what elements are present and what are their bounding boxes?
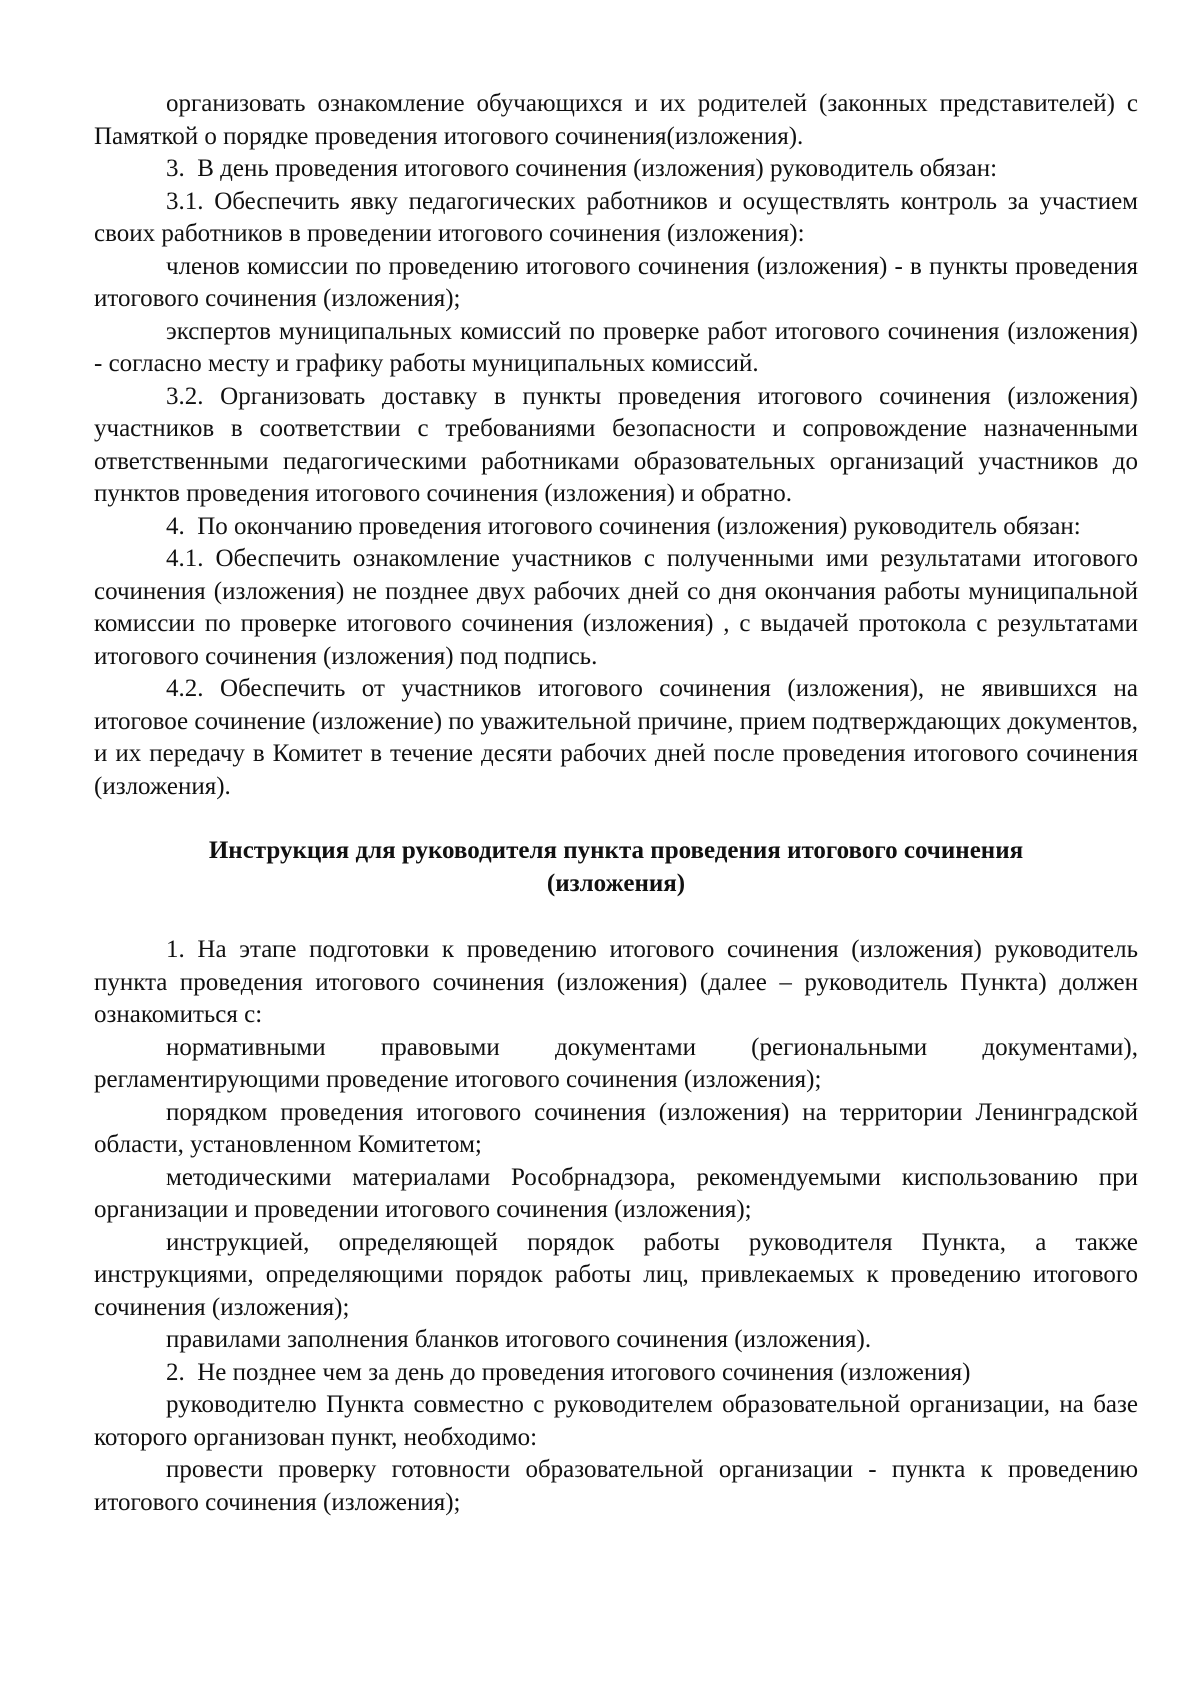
spacer	[94, 900, 1138, 934]
paragraph: членов комиссии по проведению итогового сочинения (изложения) - в пункты проведения итогового сочинения (изложения);	[94, 252, 1138, 312]
paragraph: 3. В день проведения итогового сочинения (изложения) руководитель обязан:	[166, 155, 998, 182]
paragraph: методическими материалами Рособрнадзора, рекомендуемыми киспользованию при организации и проведении итогового сочинения (изложения);	[94, 1163, 1138, 1223]
heading-line: (изложения)	[546, 869, 686, 897]
paragraph: порядком проведения итогового сочинения (изложения) на территории Ленинградской области, установленном Комитетом;	[94, 1098, 1138, 1158]
paragraph: провести проверку готовности образовательной организации - пункта к проведению итогового сочинения (изложения);	[94, 1456, 1138, 1516]
paragraph: 4. По окончанию проведения итогового сочинения (изложения) руководитель обязан:	[166, 512, 1081, 540]
paragraph: 3.2. Организовать доставку в пункты проведения итогового сочинения (изложения) участников в соответствии с требованиями безопасности и сопровождение назначенными ответственными педагогическими работниками образовательных организаций участников до пунктов проведения итогового сочинения (изложения) и обратно.	[94, 382, 1138, 507]
paragraph: правилами заполнения бланков итогового сочинения (изложения).	[166, 1326, 872, 1353]
paragraph: руководителю Пункта совместно с руководителем образовательной организации, на базе которого организован пункт, необходимо:	[94, 1391, 1138, 1451]
paragraph: 3.1. Обеспечить явку педагогических работников и осуществлять контроль за участием своих работников в проведении итогового сочинения (изложения):	[94, 187, 1138, 247]
paragraph: экспертов муниципальных комиссий по проверке работ итогового сочинения (изложения) - согласно месту и графику работы муниципальных комиссий.	[94, 317, 1138, 377]
document-page	[94, 88, 1138, 1519]
paragraph: организовать ознакомление обучающихся и их родителей (законных представителей) с Памяткой о порядке проведения итогового сочинения(изложения).	[94, 90, 1138, 150]
paragraph: 2. Не позднее чем за день до проведения итогового сочинения (изложения)	[166, 1358, 971, 1386]
heading-line: Инструкция для руководителя пункта проведения итогового сочинения	[208, 837, 1024, 864]
paragraph: инструкцией, определяющей порядок работы руководителя Пункта, а также инструкциями, определяющими порядок работы лиц, привлекаемых к проведению итогового сочинения (изложения);	[94, 1228, 1138, 1321]
paragraph: 1. На этапе подготовки к проведению итогового сочинения (изложения) руководитель пункта проведения итогового сочинения (изложения) (далее – руководитель Пункта) должен ознакомиться с:	[94, 936, 1138, 1028]
paragraph: нормативными правовыми документами (региональными документами), регламентирующими проведение итогового сочинения (изложения);	[94, 1033, 1138, 1093]
section-heading	[94, 835, 1138, 900]
paragraph: 4.2. Обеспечить от участников итогового сочинения (изложения), не явившихся на итоговое сочинение (изложение) по уважительной причине, прием подтверждающих документов, и их передачу в Комитет в течение десяти рабочих дней после проведения итогового сочинения (изложения).	[94, 675, 1138, 800]
paragraph: 4.1. Обеспечить ознакомление участников с полученными ими результатами итогового сочинения (изложения) не позднее двух рабочих дней со дня окончания работы муниципальной комиссии по проверке итогового сочинения (изложения) , с выдачей протокола с результатами итогового сочинения (изложения) под подпись.	[94, 545, 1138, 670]
